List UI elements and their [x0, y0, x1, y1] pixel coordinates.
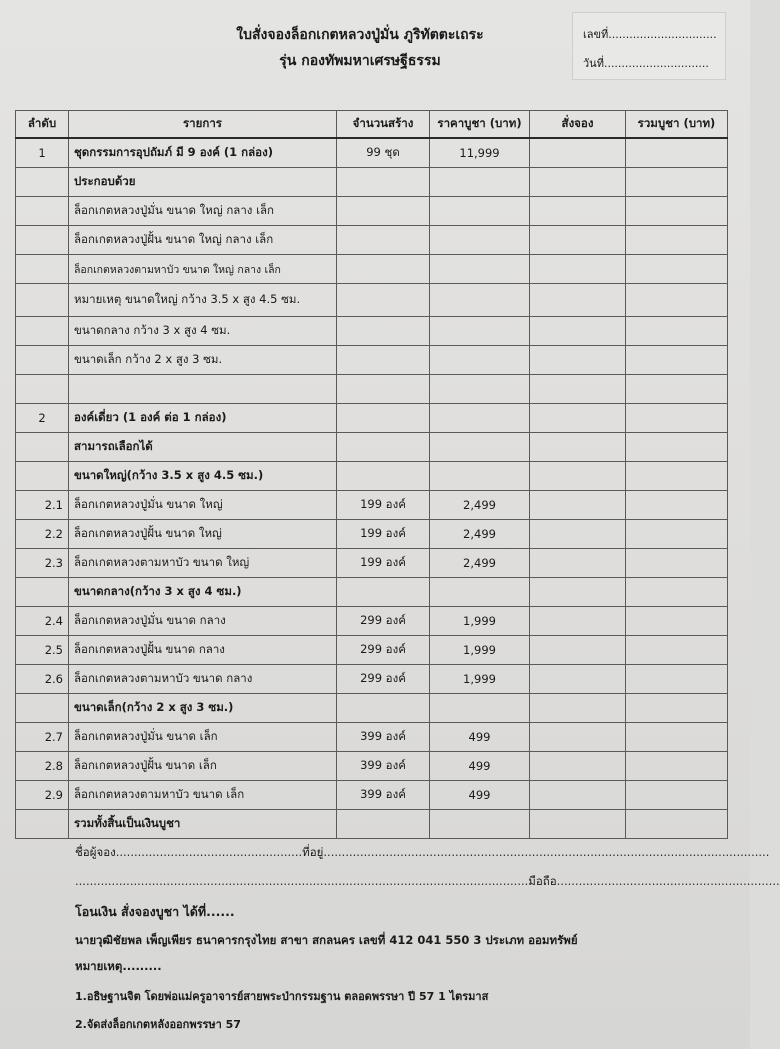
row-qty — [337, 810, 430, 839]
row-no — [16, 578, 69, 607]
table-row — [16, 138, 728, 168]
row-price — [430, 346, 530, 375]
form-title — [150, 22, 570, 74]
row-total-cell[interactable] — [626, 346, 728, 375]
row-total-cell[interactable] — [626, 636, 728, 665]
row-item: ประกอบด้วย — [69, 168, 337, 197]
row-no: 2.2 — [16, 520, 69, 549]
row-price: 1,999 — [430, 636, 530, 665]
table-row — [16, 375, 728, 404]
mobile-label: มือถือ — [528, 874, 557, 888]
note-label: หมายเหตุ......... — [75, 959, 162, 973]
reference-number: เลขที่............................... — [583, 28, 717, 41]
row-no — [16, 462, 69, 491]
reference-box — [572, 12, 726, 80]
col-header-no: ลำดับ — [16, 111, 69, 139]
row-no — [16, 226, 69, 255]
col-header-qty: จำนวนสร้าง — [337, 111, 430, 139]
row-order-cell[interactable] — [530, 462, 626, 491]
row-total-cell[interactable] — [626, 138, 728, 168]
row-total-cell[interactable] — [626, 781, 728, 810]
table-row — [16, 284, 728, 317]
table-row — [16, 752, 728, 781]
note-2: 2.จัดส่งล็อกเกตหลังออกพรรษา 57 — [75, 1018, 241, 1031]
table-row — [16, 168, 728, 197]
row-total-cell[interactable] — [626, 549, 728, 578]
row-order-cell[interactable] — [530, 520, 626, 549]
row-no: 2.5 — [16, 636, 69, 665]
row-item: ล็อกเกตหลวงปู่มั่น ขนาด กลาง — [69, 607, 337, 636]
row-qty: 199 องค์ — [337, 520, 430, 549]
row-qty — [337, 317, 430, 346]
row-price — [430, 375, 530, 404]
row-qty — [337, 404, 430, 433]
row-order-cell[interactable] — [530, 317, 626, 346]
row-price — [430, 168, 530, 197]
row-order-cell[interactable] — [530, 404, 626, 433]
bank-account-info: นายวุฒิชัยพล เพ็ญเพียร ธนาคารกรุงไทย สาขา สกลนคร เลขที่ 412 041 550 3 ประเภท ออมทรัพย์ — [75, 933, 578, 947]
row-item: ล็อกเกตหลวงปู่มั่น ขนาด ใหญ่ กลาง เล็ก — [69, 197, 337, 226]
row-total-cell[interactable] — [626, 723, 728, 752]
row-no — [16, 197, 69, 226]
row-item: ล็อกเกตหลวงตามหาบัว ขนาด เล็ก — [69, 781, 337, 810]
row-qty — [337, 375, 430, 404]
row-order-cell[interactable] — [530, 284, 626, 317]
contact-line — [75, 873, 780, 891]
row-total-cell[interactable] — [626, 255, 728, 284]
row-price: 2,499 — [430, 491, 530, 520]
row-qty — [337, 168, 430, 197]
transfer-heading: โอนเงิน สั่งจองบูชา ได้ที่...... — [75, 904, 235, 919]
row-item — [69, 375, 337, 404]
table-row — [16, 491, 728, 520]
row-no — [16, 168, 69, 197]
row-price: 499 — [430, 781, 530, 810]
row-total-cell[interactable] — [626, 433, 728, 462]
row-qty: 199 องค์ — [337, 549, 430, 578]
row-order-cell[interactable] — [530, 752, 626, 781]
row-order-cell[interactable] — [530, 636, 626, 665]
row-item: ล็อกเกตหลวงตามหาบัว ขนาด กลาง — [69, 665, 337, 694]
row-order-cell[interactable] — [530, 578, 626, 607]
row-price — [430, 462, 530, 491]
row-total-cell[interactable] — [626, 317, 728, 346]
address-field[interactable]: .......................................................................................................................... — [323, 845, 770, 859]
row-price: 2,499 — [430, 549, 530, 578]
row-item: หมายเหตุ ขนาดใหญ่ กว้าง 3.5 x สูง 4.5 ซม. — [69, 284, 337, 317]
row-no: 2.6 — [16, 665, 69, 694]
row-qty: 99 ชุด — [337, 138, 430, 168]
row-qty: 299 องค์ — [337, 636, 430, 665]
row-qty: 299 องค์ — [337, 665, 430, 694]
row-order-cell[interactable] — [530, 433, 626, 462]
row-order-cell[interactable] — [530, 375, 626, 404]
row-total-cell[interactable] — [626, 578, 728, 607]
row-order-cell[interactable] — [530, 138, 626, 168]
row-price — [430, 255, 530, 284]
row-total-cell[interactable] — [626, 197, 728, 226]
row-qty — [337, 578, 430, 607]
row-qty: 399 องค์ — [337, 752, 430, 781]
row-order-cell[interactable] — [530, 723, 626, 752]
row-qty — [337, 346, 430, 375]
row-price — [430, 226, 530, 255]
row-no — [16, 433, 69, 462]
row-item: สามารถเลือกได้ — [69, 433, 337, 462]
row-qty — [337, 694, 430, 723]
note-1: 1.อธิษฐานจิต โดยพ่อแม่ครูอาจารย์สายพระป่ากรรมฐาน ตลอดพรรษา ปี 57 1 ไตรมาส — [75, 990, 489, 1003]
row-price: 1,999 — [430, 665, 530, 694]
row-no: 2.9 — [16, 781, 69, 810]
row-order-cell[interactable] — [530, 197, 626, 226]
row-qty — [337, 433, 430, 462]
row-qty — [337, 255, 430, 284]
col-header-order: สั่งจอง — [530, 111, 626, 139]
order-table — [15, 110, 728, 839]
row-price — [430, 578, 530, 607]
title-line-1: ใบสั่งจองล็อกเกตหลวงปู่มั่น ภูริทัตตะเถระ — [236, 27, 484, 43]
col-header-item: รายการ — [69, 111, 337, 139]
row-total-cell[interactable] — [626, 491, 728, 520]
row-order-cell[interactable] — [530, 346, 626, 375]
title-line-2: รุ่น กองทัพมหาเศรษฐีธรรม — [279, 53, 441, 69]
row-qty — [337, 462, 430, 491]
row-item: ล็อกเกตหลวงปู่มั่น ขนาด เล็ก — [69, 723, 337, 752]
table-row — [16, 226, 728, 255]
row-qty — [337, 197, 430, 226]
row-price: 2,499 — [430, 520, 530, 549]
row-qty — [337, 226, 430, 255]
row-no — [16, 284, 69, 317]
row-total-cell[interactable] — [626, 168, 728, 197]
row-total-cell[interactable] — [626, 607, 728, 636]
table-row — [16, 317, 728, 346]
row-order-cell[interactable] — [530, 607, 626, 636]
table-row — [16, 607, 728, 636]
row-no: 2.4 — [16, 607, 69, 636]
row-price: 499 — [430, 752, 530, 781]
table-row — [16, 781, 728, 810]
row-item: ขนาดเล็ก(กว้าง 2 x สูง 3 ซม.) — [69, 694, 337, 723]
row-item: ล็อกเกตหลวงปู่ฝั้น ขนาด เล็ก — [69, 752, 337, 781]
row-price: 499 — [430, 723, 530, 752]
row-total-cell[interactable] — [626, 404, 728, 433]
table-row — [16, 520, 728, 549]
row-total-cell[interactable] — [626, 665, 728, 694]
row-price — [430, 810, 530, 839]
row-no: 2.3 — [16, 549, 69, 578]
table-row — [16, 404, 728, 433]
row-no — [16, 375, 69, 404]
row-price — [430, 694, 530, 723]
table-row — [16, 694, 728, 723]
row-qty: 299 องค์ — [337, 607, 430, 636]
row-no — [16, 317, 69, 346]
orderer-line — [75, 844, 770, 862]
table-row — [16, 462, 728, 491]
table-row — [16, 578, 728, 607]
row-order-cell[interactable] — [530, 781, 626, 810]
address-field-line-2[interactable]: ............................................................................................................................ — [75, 874, 529, 888]
row-total-cell[interactable] — [626, 752, 728, 781]
table-row — [16, 346, 728, 375]
table-header-row — [16, 111, 728, 139]
row-total-cell[interactable] — [626, 520, 728, 549]
row-qty — [337, 284, 430, 317]
table-row — [16, 433, 728, 462]
row-total-cell[interactable] — [626, 694, 728, 723]
col-header-price: ราคาบูชา (บาท) — [430, 111, 530, 139]
row-qty: 399 องค์ — [337, 781, 430, 810]
table-row — [16, 665, 728, 694]
row-order-cell[interactable] — [530, 810, 626, 839]
row-item: ชุดกรรมการอุปถัมภ์ มี 9 องค์ (1 กล่อง) — [69, 138, 337, 168]
row-price — [430, 197, 530, 226]
row-order-cell[interactable] — [530, 226, 626, 255]
row-qty: 399 องค์ — [337, 723, 430, 752]
reference-date: วันที่.............................. — [583, 57, 709, 70]
row-no: 1 — [16, 138, 69, 168]
row-item: องค์เดี่ยว (1 องค์ ต่อ 1 กล่อง) — [69, 404, 337, 433]
row-item: ล็อกเกตหลวงตามหาบัว ขนาด ใหญ่ — [69, 549, 337, 578]
row-item: ล็อกเกตหลวงตามหาบัว ขนาด ใหญ่ กลาง เล็ก — [69, 255, 337, 284]
row-item: ล็อกเกตหลวงปู่ฝั้น ขนาด ใหญ่ — [69, 520, 337, 549]
row-item: ล็อกเกตหลวงปู่มั่น ขนาด ใหญ่ — [69, 491, 337, 520]
row-price: 1,999 — [430, 607, 530, 636]
row-qty: 199 องค์ — [337, 491, 430, 520]
row-order-cell[interactable] — [530, 694, 626, 723]
row-no: 2.7 — [16, 723, 69, 752]
table-row — [16, 636, 728, 665]
address-label: ที่อยู่ — [302, 845, 324, 859]
table-row — [16, 197, 728, 226]
row-order-cell[interactable] — [530, 168, 626, 197]
table-row — [16, 723, 728, 752]
row-item: ขนาดกลาง(กว้าง 3 x สูง 4 ซม.) — [69, 578, 337, 607]
row-item: ขนาดใหญ่(กว้าง 3.5 x สูง 4.5 ซม.) — [69, 462, 337, 491]
row-price — [430, 433, 530, 462]
row-no — [16, 810, 69, 839]
row-item: ขนาดกลาง กว้าง 3 x สูง 4 ซม. — [69, 317, 337, 346]
row-price — [430, 284, 530, 317]
row-price — [430, 404, 530, 433]
row-total-cell[interactable] — [626, 462, 728, 491]
row-no — [16, 255, 69, 284]
row-order-cell[interactable] — [530, 255, 626, 284]
col-header-total: รวมบูชา (บาท) — [626, 111, 728, 139]
row-no: 2 — [16, 404, 69, 433]
row-item: ขนาดเล็ก กว้าง 2 x สูง 3 ซม. — [69, 346, 337, 375]
table-row — [16, 549, 728, 578]
row-price: 11,999 — [430, 138, 530, 168]
name-field[interactable]: ................................................... — [115, 845, 303, 859]
row-no — [16, 694, 69, 723]
mobile-field[interactable]: ............................................................. — [556, 874, 780, 888]
row-item: ล็อกเกตหลวงปู่ฝั้น ขนาด ใหญ่ กลาง เล็ก — [69, 226, 337, 255]
row-total-cell[interactable] — [626, 375, 728, 404]
table-row — [16, 255, 728, 284]
row-order-cell[interactable] — [530, 665, 626, 694]
table-row-grand-total — [16, 810, 728, 839]
row-total-cell[interactable] — [626, 226, 728, 255]
row-no: 2.8 — [16, 752, 69, 781]
row-no — [16, 346, 69, 375]
row-item: รวมทั้งสิ้นเป็นเงินบูชา — [69, 810, 337, 839]
row-total-cell[interactable] — [626, 810, 728, 839]
row-item: ล็อกเกตหลวงปู่ฝั้น ขนาด กลาง — [69, 636, 337, 665]
row-order-cell[interactable] — [530, 491, 626, 520]
row-price — [430, 317, 530, 346]
row-total-cell[interactable] — [626, 284, 728, 317]
name-label: ชื่อผู้จอง — [75, 845, 116, 859]
row-order-cell[interactable] — [530, 549, 626, 578]
row-no: 2.1 — [16, 491, 69, 520]
